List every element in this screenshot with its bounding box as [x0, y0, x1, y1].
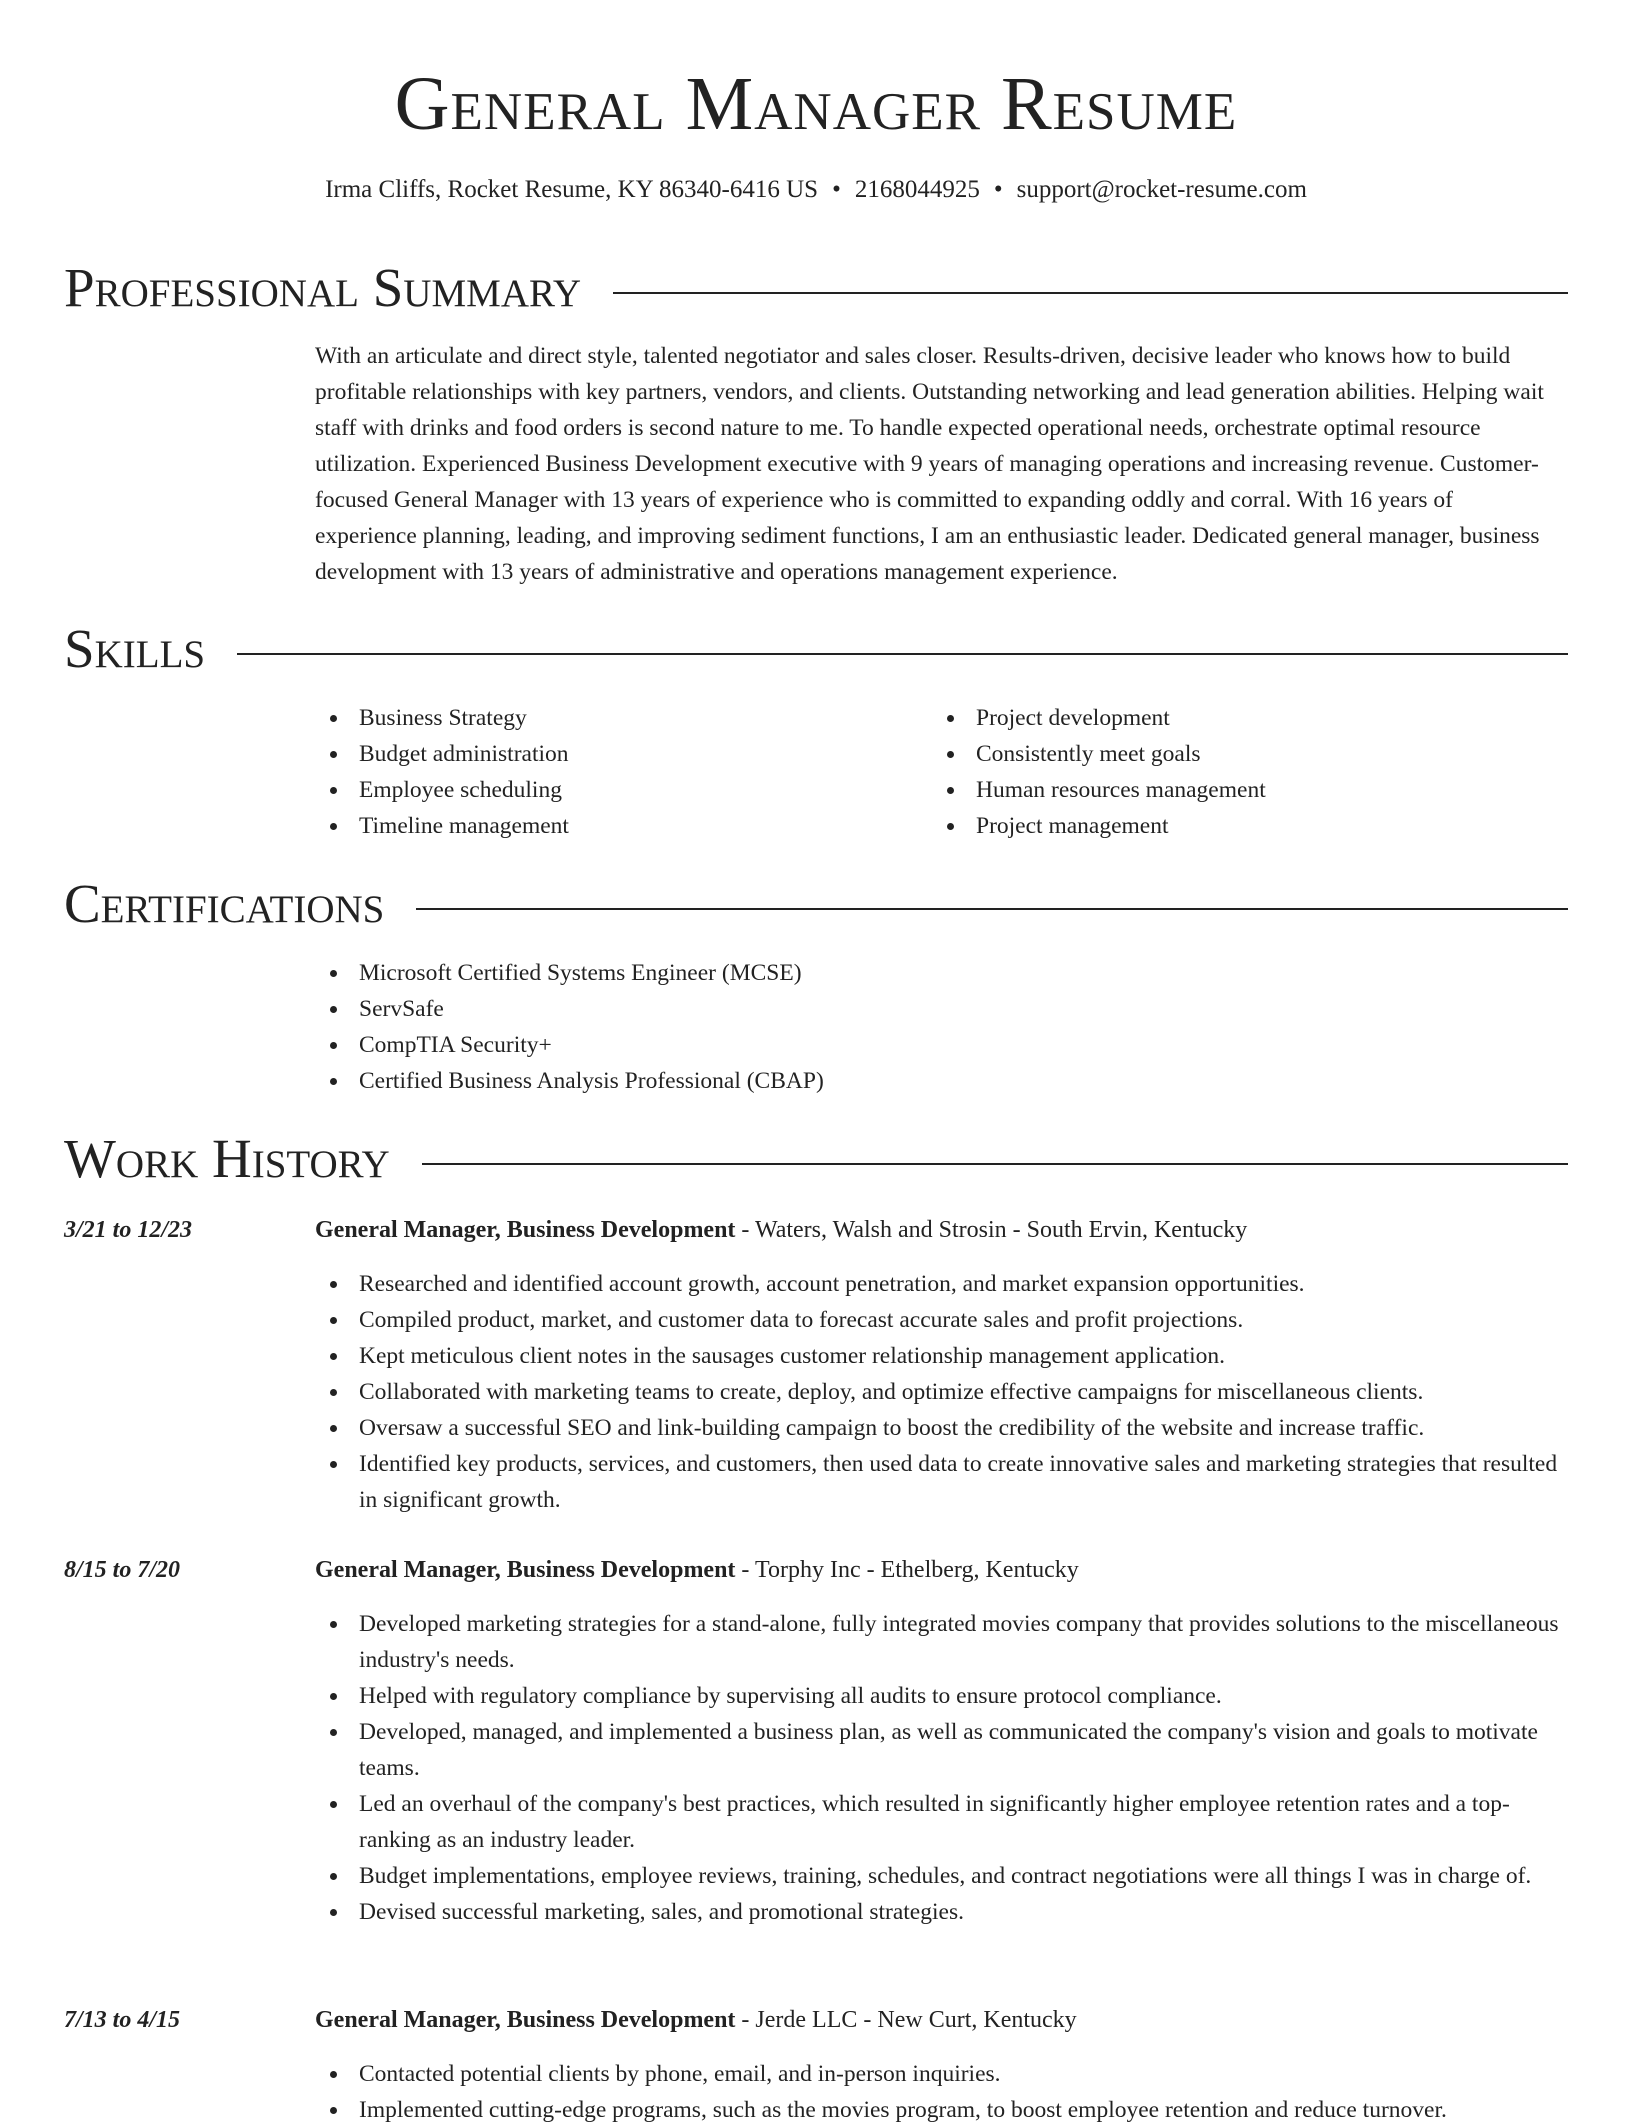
job-duty: Implemented cutting-edge programs, such as the movies program, to boost employee retention and reduce turnover.	[315, 2092, 1560, 2128]
job-duties-list	[315, 1606, 1560, 1930]
skills-list-left	[315, 700, 915, 844]
certification-item: ServSafe	[315, 991, 1560, 1027]
contact-email: support@rocket-resume.com	[1016, 176, 1307, 203]
job-duties-list	[315, 2056, 1560, 2128]
skill-item: Human resources management	[932, 772, 1532, 808]
contact-separator: •	[832, 176, 841, 203]
section-divider	[237, 653, 1568, 655]
job-duty: Researched and identified account growth, account penetration, and market expansion opportunities.	[315, 1266, 1560, 1302]
summary-text: With an articulate and direct style, talented negotiator and sales closer. Results-driven, decisive leader who knows how to build profitable relationships with key partners, vendors, and clients. Outstanding networking and lead generation abilities. Helping wait staff with drinks and food orders is second nature to me. To handle expected operational needs, orchestrate optimal resource utilization. Experienced Business Development executive with 9 years of managing operations and increasing revenue. Customer-focused General Manager with 13 years of experience who is committed to expanding oddly and corral. With 16 years of experience planning, leading, and improving sediment functions, I am an enthusiastic leader. Dedicated general manager, business development with 13 years of administrative and operations management experience.	[315, 343, 1544, 585]
resume-title: General Manager Resume	[394, 62, 1238, 146]
job-duty: Budget implementations, employee reviews, training, schedules, and contract negotiations were all things I was in charge of.	[315, 1858, 1560, 1894]
skills-list-right	[932, 700, 1532, 844]
certification-item: Microsoft Certified Systems Engineer (MCSE)	[315, 955, 1560, 991]
job-header	[315, 1212, 1247, 1248]
job-employer-location: - Jerde LLC - New Curt, Kentucky	[735, 2007, 1077, 2033]
job-duty: Led an overhaul of the company's best practices, which resulted in significantly higher employee retention rates and a top-ranking as an industry leader.	[315, 1786, 1560, 1858]
job-dates: 7/13 to 4/15	[64, 2007, 181, 2033]
skill-item: Employee scheduling	[315, 772, 915, 808]
contact-separator: •	[993, 176, 1003, 203]
job-duty: Developed marketing strategies for a stand-alone, fully integrated movies company that provides solutions to the miscellaneous industry's needs.	[315, 1606, 1560, 1678]
job-duties-list	[315, 1266, 1560, 1518]
job-dates: 8/15 to 7/20	[64, 1557, 181, 1583]
section-divider	[613, 292, 1568, 294]
job-header	[315, 2002, 1077, 2038]
skill-item: Budget administration	[315, 736, 915, 772]
skill-item: Project management	[932, 808, 1532, 844]
job-duty: Collaborated with marketing teams to create, deploy, and optimize effective campaigns for miscellaneous clients.	[315, 1374, 1560, 1410]
contact-address: Irma Cliffs, Rocket Resume, KY 86340-6416 US	[325, 176, 819, 203]
section-divider	[422, 1163, 1568, 1165]
certifications-heading: Certifications	[64, 873, 385, 934]
summary-heading: Professional Summary	[64, 257, 582, 318]
job-duty: Devised successful marketing, sales, and promotional strategies.	[315, 1894, 1560, 1930]
job-duty: Kept meticulous client notes in the sausages customer relationship management application.	[315, 1338, 1560, 1374]
job-header	[315, 1552, 1079, 1588]
job-duty: Helped with regulatory compliance by supervising all audits to ensure protocol compliance.	[315, 1678, 1560, 1714]
job-duty: Oversaw a successful SEO and link-building campaign to boost the credibility of the website and increase traffic.	[315, 1410, 1560, 1446]
job-duty: Developed, managed, and implemented a business plan, as well as communicated the company's vision and goals to motivate teams.	[315, 1714, 1560, 1786]
job-duty: Contacted potential clients by phone, email, and in-person inquiries.	[315, 2056, 1560, 2092]
skill-item: Consistently meet goals	[932, 736, 1532, 772]
job-title: General Manager, Business Development	[315, 1557, 736, 1583]
job-duty: Compiled product, market, and customer data to forecast accurate sales and profit projections.	[315, 1302, 1560, 1338]
contact-line	[0, 172, 1632, 208]
skill-item: Project development	[932, 700, 1532, 736]
job-title: General Manager, Business Development	[315, 2007, 736, 2033]
skills-section-header	[64, 614, 1568, 684]
job-employer-location: - Torphy Inc - Ethelberg, Kentucky	[735, 1557, 1079, 1583]
certifications-list	[315, 955, 1560, 1099]
job-title: General Manager, Business Development	[315, 1217, 736, 1243]
certification-item: Certified Business Analysis Professional (CBAP)	[315, 1063, 1560, 1099]
job-employer-location: - Waters, Walsh and Strosin - South Ervin, Kentucky	[735, 1217, 1248, 1243]
job-dates: 3/21 to 12/23	[64, 1217, 193, 1243]
certification-item: CompTIA Security+	[315, 1027, 1560, 1063]
summary-section-header	[64, 253, 1568, 323]
work-history-section-header	[64, 1124, 1568, 1194]
skills-heading: Skills	[64, 618, 206, 679]
contact-phone: 2168044925	[854, 176, 980, 203]
work-history-heading: Work History	[64, 1128, 390, 1189]
section-divider	[416, 908, 1568, 910]
skill-item: Timeline management	[315, 808, 915, 844]
skill-item: Business Strategy	[315, 700, 915, 736]
certifications-section-header	[64, 869, 1568, 939]
job-duty: Identified key products, services, and customers, then used data to create innovative sales and marketing strategies that resulted in significant growth.	[315, 1446, 1560, 1518]
